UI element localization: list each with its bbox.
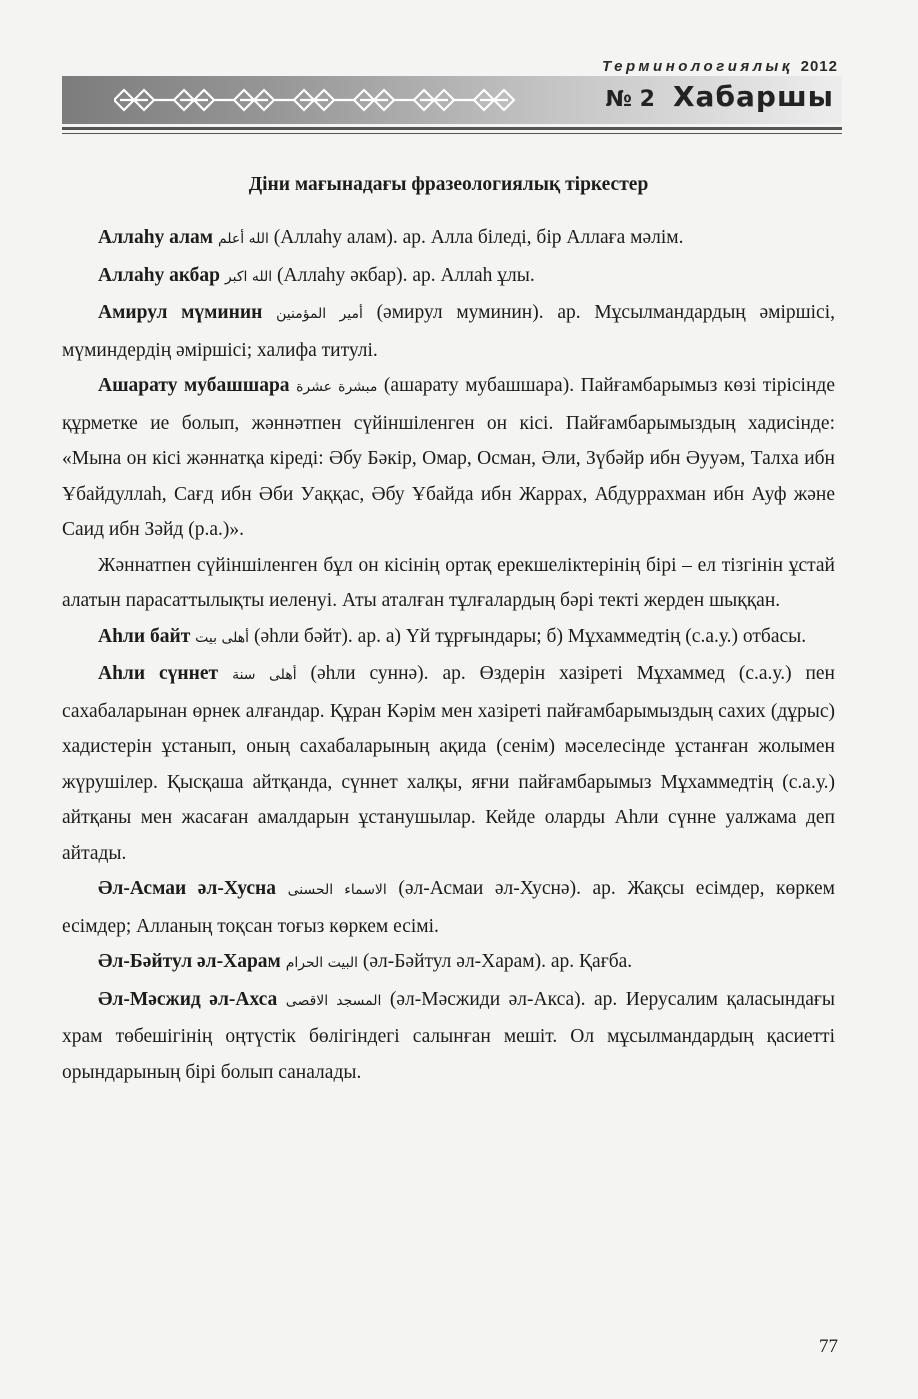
- journal-title: [602, 58, 838, 75]
- entry-arabic: البيت الحرام: [285, 955, 358, 971]
- header-banner: [62, 76, 842, 124]
- entry-definition: (әл-Асмаи әл-Хуснә). ар. Жақсы есімдер, көркем есімдер; Алланың тоқсан тоғыз көркем есімі.: [62, 878, 836, 937]
- article-heading: Діни мағынадағы фразеологиялық тіркестер: [248, 174, 649, 195]
- journal-name: Терминологиялық: [602, 58, 793, 75]
- journal-year: 2012: [800, 58, 838, 75]
- entry-paragraph: [62, 295, 835, 368]
- entry-arabic: أمير المؤمنين: [276, 306, 363, 322]
- entry-definition: (әл-Мәсжиди әл-Акса). ар. Иерусалим қаласындағы храм төбешігінің оңтүстік бөлігіндегі салынған мешіт. Ол мұсылмандардың қасиетті орындарының бірі болып саналады.: [62, 988, 836, 1083]
- entry-paragraph: [62, 871, 835, 944]
- entry-term: Аллаһу акбар: [98, 264, 221, 286]
- entry-definition: Жәннатпен сүйіншіленген бұл он кісінің ортақ ерекшеліктерінің бірі – ел тізгінін ұстай алатын парасаттылықты иеленуі. Аты аталған тұлғалардың бәрі текті жерден шыққан.: [62, 554, 835, 611]
- entry-definition: (Аллаһу әкбар). ар. Аллаһ ұлы.: [272, 264, 535, 286]
- issue-number: № 2: [605, 87, 655, 112]
- article-body: [62, 170, 835, 1090]
- ornament-pattern: [114, 85, 524, 115]
- entry-definition: (Аллаһу алам). ар. Алла біледі, бір Аллаға мәлім.: [268, 227, 684, 248]
- entry-paragraph: [62, 220, 835, 258]
- page-number: 77: [819, 1336, 838, 1357]
- entry-paragraph: [62, 548, 835, 619]
- entry-paragraph: [62, 982, 835, 1091]
- entry-term: Әл-Асмаи әл-Хусна: [98, 878, 276, 899]
- entry-term: Аллаһу алам: [98, 227, 214, 248]
- entry-paragraph: [62, 619, 835, 657]
- entry-paragraph: [62, 258, 835, 296]
- entry-definition: (әл-Бәйтул әл-Харам). ар. Қағба.: [357, 951, 633, 972]
- entry-term: Аһли сүннет: [98, 663, 219, 684]
- entry-term: Әл-Бәйтул әл-Харам: [98, 951, 281, 972]
- entry-list: [62, 220, 835, 1090]
- entry-arabic: أهلى سنة: [232, 667, 297, 683]
- entry-arabic: المسجد الاقصى: [285, 992, 382, 1009]
- entry-term: Ашарату мубашшара: [98, 375, 290, 396]
- header-rule: [62, 127, 842, 130]
- header-rule-thin: [62, 133, 842, 134]
- journal-label: Хабаршы: [672, 80, 834, 113]
- issue-title: [606, 80, 834, 113]
- entry-definition: (әһли суннә). ар. Өздерін хазіреті Мұхаммед (с.а.у.) пен сахабаларынан өрнек алғандар. Құран Кәрім мен хазіреті пайғамбарымыздың сахих (дұрыс) хадистерін ұстанып, оның сахабаларының ақида (сенім) мәселесінде ұстанған жолымен жүрушілер. Қысқаша айтқанда, сүннет халқы, яғни пайғамбарымыз Мұхаммедтің (с.а.у.) айтқаны мен жасаған амалдарын ұстанушылар. Кейде оларды Аһли сүнне уалжама деп айтады.: [62, 663, 835, 864]
- entry-paragraph: [62, 656, 835, 871]
- entry-arabic: الله اكبر: [224, 268, 273, 285]
- entry-arabic: أهلى بيت: [195, 629, 250, 646]
- entry-definition: (әмирул муминин). ар. Мұсылмандардың әміршісі, мүминдердің әміршісі; халифа титулі.: [62, 302, 836, 361]
- entry-term: Әл-Мәсжид әл-Ахса: [98, 988, 278, 1010]
- entry-arabic: مبشرة عشرة: [296, 379, 378, 395]
- entry-paragraph: [62, 944, 835, 982]
- entry-definition: (ашарату мубашшара). Пайғамбарымыз көзі тірісінде құрметке ие болып, жәннәтпен сүйіншіленген он кісі. Пайғамбарымыздың хадисінде: «Мына он кісі жәннатқа кіреді: Әбу Бәкір, Омар, Осман, Әли, Зүбәйр ибн Әууәм, Талха ибн Ұбайдуллаһ, Сағд ибн Әби Уаққас, Әбу Ұбайда ибн Жаррах, Абдуррахман ибн Ауф және Саид ибн Зәйд (р.а.)».: [62, 375, 835, 540]
- entry-term: Амирул мүминин: [98, 302, 263, 323]
- entry-definition: (әһли бәйт). ар. а) Үй тұрғындары; б) Мұхаммедтің (с.а.у.) отбасы.: [249, 625, 807, 647]
- entry-arabic: الاسماء الحسنى: [287, 882, 387, 898]
- entry-term: Аһли байт: [98, 625, 191, 647]
- entry-paragraph: [62, 368, 835, 548]
- entry-arabic: الله أعلم: [217, 231, 269, 247]
